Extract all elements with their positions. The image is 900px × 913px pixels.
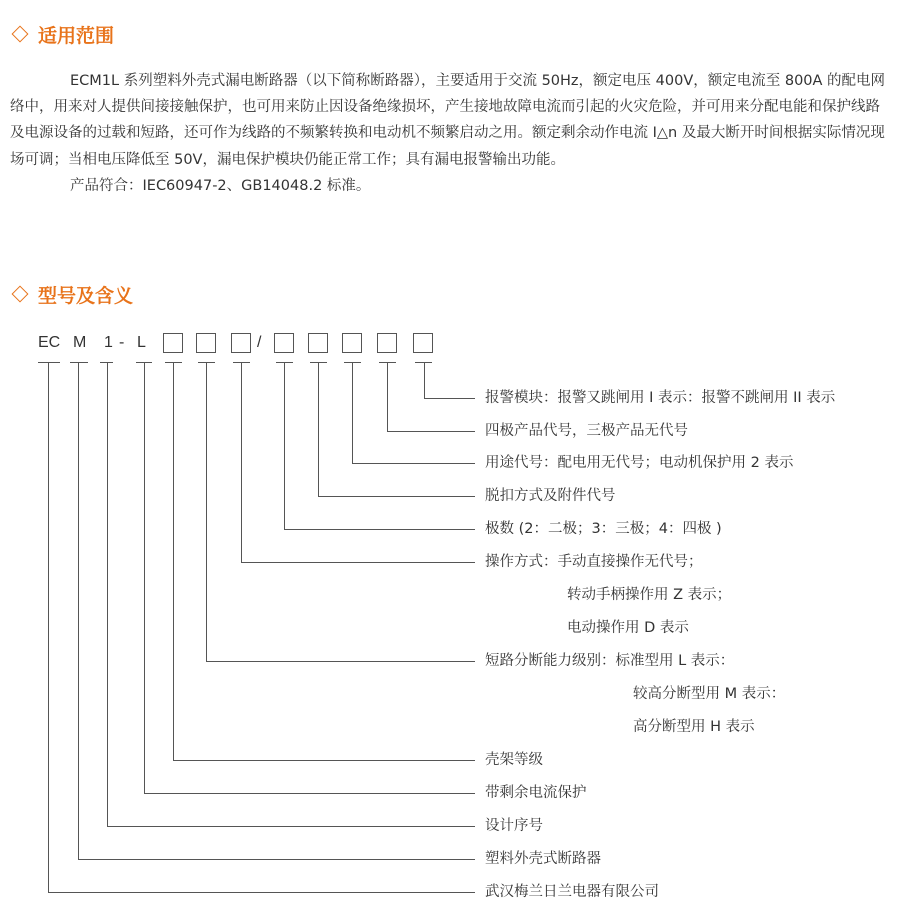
diamond-bullet-icon <box>12 26 29 43</box>
leader-company <box>49 362 476 893</box>
label-four-pole: 四极产品代号，三极产品无代号 <box>485 423 688 439</box>
label-breaking-h: 高分断型用 H 表示 <box>633 719 755 735</box>
label-design: 设计序号 <box>485 818 543 834</box>
label-operation: 操作方式：手动直接操作无代号； <box>485 554 703 570</box>
label-residual: 带剩余电流保护 <box>485 785 587 801</box>
code-box-four-pole <box>377 333 397 353</box>
code-box-alarm <box>413 333 433 353</box>
leader-four-pole <box>388 362 476 432</box>
diamond-bullet-icon <box>12 286 29 303</box>
code-box-poles <box>274 333 294 353</box>
leader-moulded-case <box>79 362 476 860</box>
code-box-operation <box>231 333 251 353</box>
code-1: 1 <box>104 334 113 351</box>
label-poles: 极数 (2：二极；3：三极；4：四极 ) <box>485 521 722 537</box>
leader-poles <box>285 362 476 530</box>
label-breaking-m: 较高分断型用 M 表示： <box>633 686 786 702</box>
code-box-frame <box>163 333 183 353</box>
leader-release <box>319 362 476 497</box>
leader-frame <box>174 362 476 761</box>
section-title-scope <box>10 19 114 49</box>
code-box-release <box>308 333 328 353</box>
code-ec: EC <box>38 334 61 351</box>
label-usage: 用途代号：配电用无代号；电动机保护用 2 表示 <box>485 455 794 471</box>
scope-description <box>10 68 890 199</box>
label-release: 脱扣方式及附件代号 <box>485 488 616 504</box>
section-title-text: 适用范围 <box>38 24 115 47</box>
label-operation-z: 转动手柄操作用 Z 表示； <box>567 587 732 603</box>
label-breaking-capacity: 短路分断能力级别：标准型用 L 表示： <box>485 653 735 669</box>
code-slash: / <box>257 334 262 351</box>
code-box-usage <box>342 333 362 353</box>
leader-breaking <box>207 362 476 662</box>
scope-paragraph: ECM1L 系列塑料外壳式漏电断路器（以下简称断路器），主要适用于交流 50Hz，额定电压 400V，额定电流至 800A 的配电网络中，用来对人提供间接接触保护，也可用来防止因设备绝缘损坏，产生接地故障电流而引起的火灾危险，并可用来分配电能和保护线路及电源设备的过载和短路，还可作为线路的不频繁转换和电动机不频繁启动之用。额定剩余动作电流 I△n 及最大断开时间根据实际情况现场可调；当相电压降低至 50V，漏电保护模块仍能正常工作；具有漏电报警输出功能。 <box>10 73 886 168</box>
label-company: 武汉梅兰日兰电器有限公司 <box>485 884 659 900</box>
leader-alarm <box>425 362 476 399</box>
code-dash: - <box>119 334 125 351</box>
section-title-text: 型号及含义 <box>38 284 134 307</box>
label-frame: 壳架等级 <box>485 752 543 768</box>
code-l: L <box>137 334 146 351</box>
standards-paragraph: 产品符合：IEC60947-2、GB14048.2 标准。 <box>70 177 371 194</box>
code-box-breaking <box>196 333 216 353</box>
label-operation-d: 电动操作用 D 表示 <box>567 620 689 636</box>
leader-design <box>108 362 476 827</box>
label-moulded-case: 塑料外壳式断路器 <box>485 851 601 867</box>
leader-usage <box>353 362 476 464</box>
code-m: M <box>73 334 87 351</box>
label-alarm-module: 报警模块：报警又跳闸用 I 表示：报警不跳闸用 II 表示 <box>485 390 836 406</box>
leader-operation <box>242 362 476 563</box>
section-title-model <box>10 279 133 309</box>
leader-residual <box>145 362 476 794</box>
